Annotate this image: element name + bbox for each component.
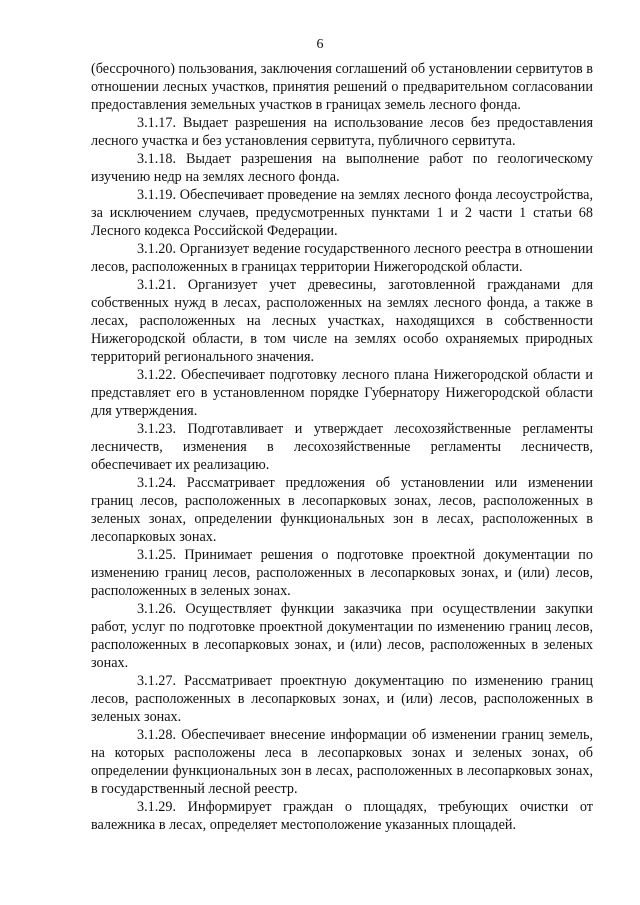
paragraph-3-1-18: 3.1.18. Выдает разрешения на выполнение работ по геологическому изучению недр на землях лесного фонда. bbox=[91, 151, 593, 185]
paragraph-3-1-27: 3.1.27. Рассматривает проектную документацию по изменению границ лесов, расположенных в лесопарковых зонах, и (или) лесов, расположенных в зеленых зонах. bbox=[91, 673, 593, 725]
paragraph-continuation: (бессрочного) пользования, заключения соглашений об установлении сервитутов в отношении лесных участков, принятия решений о предварительном согласовании предоставления земельных участков в границах земель лесного фонда. bbox=[91, 61, 593, 113]
paragraph-3-1-26: 3.1.26. Осуществляет функции заказчика при осуществлении закупки работ, услуг по подготовке проектной документации по изменению границ лесов, расположенных в лесопарковых зонах, и (или) лесов, расположенных в зеленых зонах. bbox=[91, 601, 593, 671]
paragraph-3-1-25: 3.1.25. Принимает решения о подготовке проектной документации по изменению границ лесов, расположенных в лесопарковых зонах, и (или) лесов, расположенных в зеленых зонах. bbox=[91, 547, 593, 599]
paragraph-3-1-28: 3.1.28. Обеспечивает внесение информации об изменении границ земель, на которых расположены леса в лесопарковых зонах и зеленых зонах, об определении функциональных зон в лесах, расположенных в лесопарковых зонах, в государственный лесной реестр. bbox=[91, 727, 593, 797]
paragraph-3-1-19: 3.1.19. Обеспечивает проведение на землях лесного фонда лесоустройства, за исключением случаев, предусмотренных пунктами 1 и 2 части 1 статьи 68 Лесного кодекса Российской Федерации. bbox=[91, 187, 593, 239]
paragraph-3-1-24: 3.1.24. Рассматривает предложения об установлении или изменении границ лесов, расположенных в лесопарковых зонах, лесов, расположенных в зеленых зонах, определении функциональных зон в лесах, расположенных в лесопарковых зонах. bbox=[91, 475, 593, 545]
paragraph-3-1-21: 3.1.21. Организует учет древесины, заготовленной гражданами для собственных нужд в лесах, расположенных на землях лесного фонда, а также в лесах, расположенных на лесных участках, находящихся в собственности Нижегородской области, в том числе на землях особо охраняемых природных территорий регионального значения. bbox=[91, 277, 593, 365]
paragraph-3-1-22: 3.1.22. Обеспечивает подготовку лесного плана Нижегородской области и представляет его в установленном порядке Губернатору Нижегородской области для утверждения. bbox=[91, 367, 593, 419]
document-body bbox=[91, 60, 593, 834]
paragraph-3-1-17: 3.1.17. Выдает разрешения на использование лесов без предоставления лесного участка и без установления сервитута, публичного сервитута. bbox=[91, 115, 593, 149]
page-number: 6 bbox=[316, 37, 324, 52]
paragraph-3-1-20: 3.1.20. Организует ведение государственного лесного реестра в отношении лесов, расположенных в границах территории Нижегородской области. bbox=[91, 241, 593, 275]
paragraph-3-1-29: 3.1.29. Информирует граждан о площадях, требующих очистки от валежника в лесах, определяет местоположение указанных площадей. bbox=[91, 799, 593, 833]
paragraph-3-1-23: 3.1.23. Подготавливает и утверждает лесохозяйственные регламенты лесничеств, изменения в лесохозяйственные регламенты лесничеств, обеспечивает их реализацию. bbox=[91, 421, 593, 473]
